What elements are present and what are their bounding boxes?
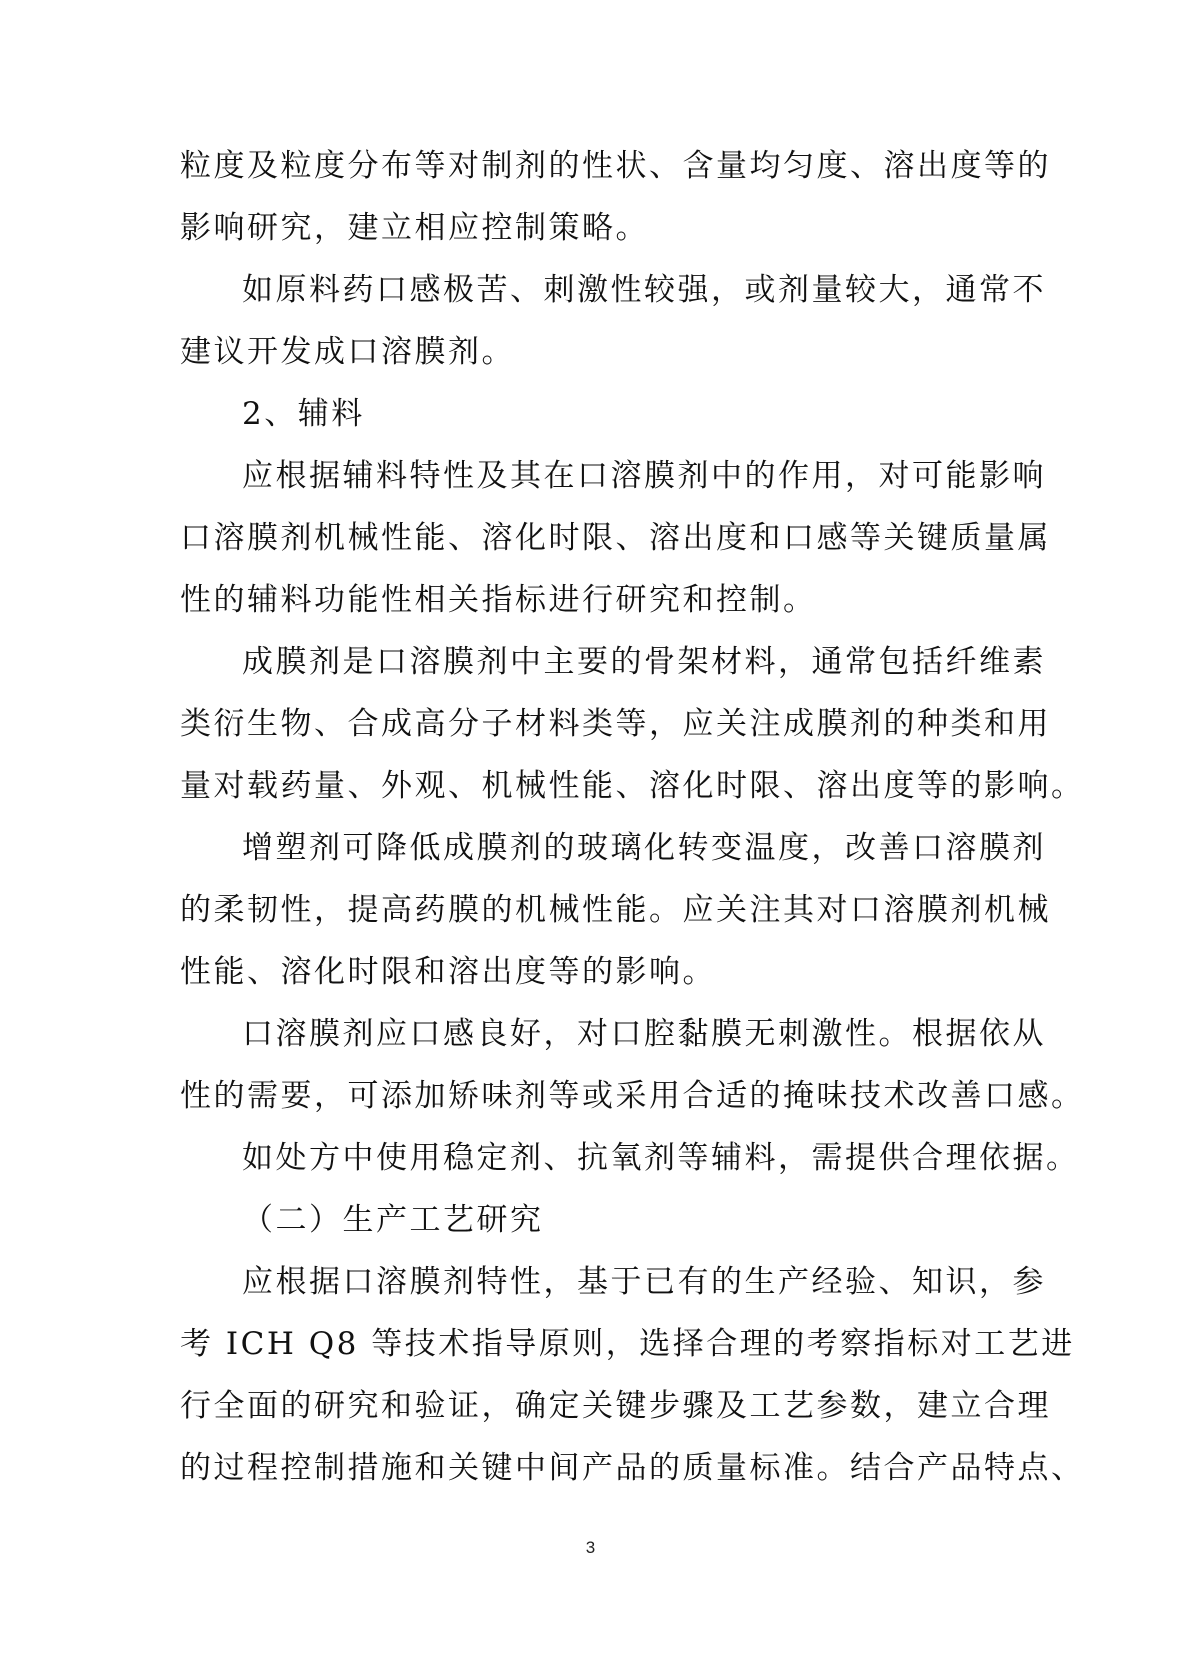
paragraph-start-line: 口溶膜剂应口感良好，对口腔黏膜无刺激性。根据依从 — [242, 1016, 1046, 1052]
paragraph-start-line: 成膜剂是口溶膜剂中主要的骨架材料，通常包括纤维素 — [242, 644, 1046, 680]
section-heading-process: （二）生产工艺研究 — [242, 1202, 544, 1238]
text-line: 影响研究，建立相应控制策略。 — [180, 210, 649, 246]
text-line: 行全面的研究和验证，确定关键步骤及工艺参数，建立合理 — [180, 1388, 1051, 1424]
text-line: 的柔韧性，提高药膜的机械性能。应关注其对口溶膜剂机械 — [180, 892, 1051, 928]
text-line: 建议开发成口溶膜剂。 — [180, 334, 515, 370]
text-line: 类衍生物、合成高分子材料类等，应关注成膜剂的种类和用 — [180, 706, 1051, 742]
body-text — [180, 135, 1085, 1499]
text-line: 粒度及粒度分布等对制剂的性状、含量均匀度、溶出度等的 — [180, 148, 1051, 184]
text-line: 口溶膜剂机械性能、溶化时限、溶出度和口感等关键质量属 — [180, 520, 1051, 556]
paragraph-start-line: 应根据口溶膜剂特性，基于已有的生产经验、知识，参 — [242, 1264, 1046, 1300]
text-line: 性能、溶化时限和溶出度等的影响。 — [180, 954, 716, 990]
paragraph-start-line: 应根据辅料特性及其在口溶膜剂中的作用，对可能影响 — [242, 458, 1046, 494]
paragraph-start-line: 如处方中使用稳定剂、抗氧剂等辅料，需提供合理依据。 — [242, 1140, 1080, 1176]
paragraph-start-line: 如原料药口感极苦、刺激性较强，或剂量较大，通常不 — [242, 272, 1046, 308]
section-heading-excipients: 2、辅料 — [242, 396, 365, 432]
text-line: 性的辅料功能性相关指标进行研究和控制。 — [180, 582, 817, 618]
text-line: 性的需要，可添加矫味剂等或采用合适的掩味技术改善口感。 — [180, 1078, 1085, 1114]
text-line: 的过程控制措施和关键中间产品的质量标准。结合产品特点、 — [180, 1450, 1085, 1486]
paragraph-start-line: 增塑剂可降低成膜剂的玻璃化转变温度，改善口溶膜剂 — [242, 830, 1046, 866]
page-number: 3 — [585, 1538, 596, 1557]
text-line: 量对载药量、外观、机械性能、溶化时限、溶出度等的影响。 — [180, 768, 1085, 804]
text-line: 考 ICH Q8 等技术指导原则，选择合理的考察指标对工艺进 — [180, 1326, 1075, 1362]
